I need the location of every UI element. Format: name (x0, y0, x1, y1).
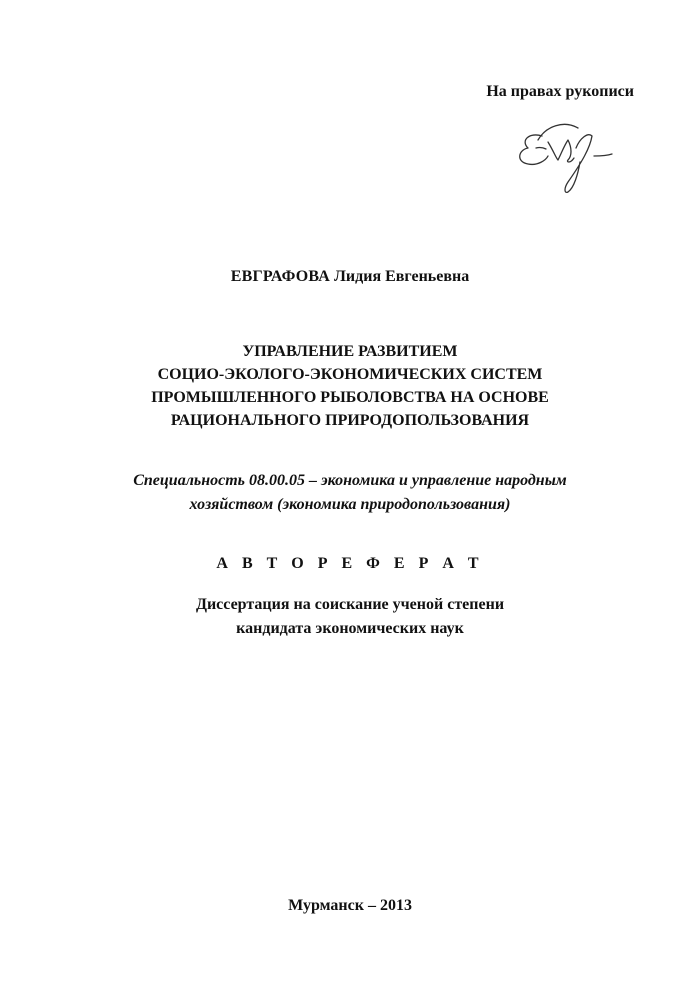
handwritten-signature (508, 118, 618, 200)
title-line: РАЦИОНАЛЬНОГО ПРИРОДОПОЛЬЗОВАНИЯ (170, 412, 530, 429)
dissertation-title (0, 340, 700, 432)
specialty-line: хозяйством (экономика природопользования) (189, 496, 511, 513)
title-line: УПРАВЛЕНИЕ РАЗВИТИЕМ (242, 343, 458, 360)
city-year: Мурманск – 2013 (288, 897, 412, 914)
author-name (0, 268, 700, 286)
manuscript-note: На правах рукописи (486, 83, 634, 100)
degree-statement (0, 593, 700, 641)
author-surname: ЕВГРАФОВА (230, 268, 330, 285)
degree-line: Диссертация на соискание ученой степени (195, 596, 505, 613)
title-line: ПРОМЫШЛЕННОГО РЫБОЛОВСТВА НА ОСНОВЕ (151, 389, 549, 406)
author-given-names: Лидия Евгеньевна (333, 268, 470, 285)
document-type: А В Т О Р Е Ф Е Р А Т (216, 555, 484, 572)
title-line: СОЦИО-ЭКОЛОГО-ЭКОНОМИЧЕСКИХ СИСТЕМ (157, 366, 543, 383)
specialty (0, 469, 700, 517)
specialty-line: Специальность 08.00.05 – экономика и управление народным (133, 472, 567, 489)
degree-line: кандидата экономических наук (236, 620, 464, 637)
